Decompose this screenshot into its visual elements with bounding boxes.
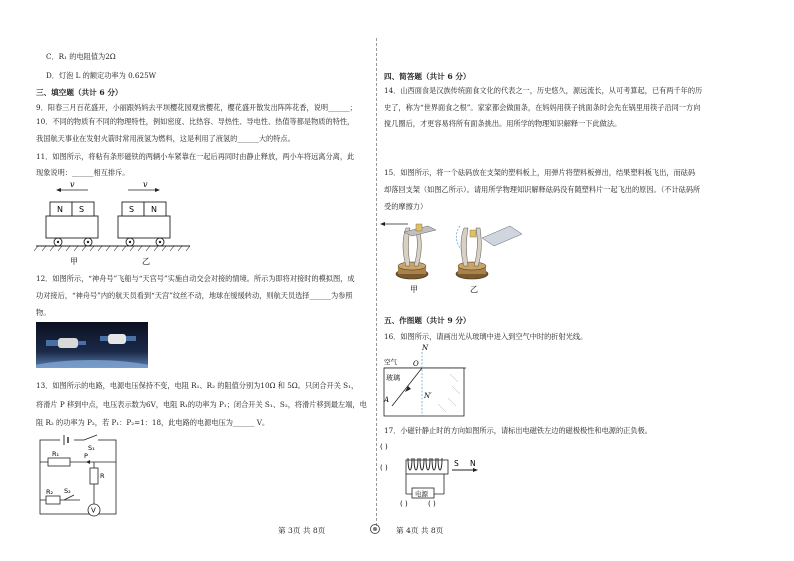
magnet-label-n2: N [151, 205, 157, 214]
q16-text: 16．如图所示，请画出光从玻璃中进入到空气中时的折射光线。 [384, 332, 588, 341]
q11-line1: 11．如图所示，将粘有条形磁铁的两辆小车紧靠在一起后再同时由静止释放，两小车将远离分离，此 [36, 152, 355, 161]
q13-line1: 13．如图所示的电路，电源电压保持不变，电阻 R₁、R₂ 的阻值分别为10Ω 和 5Ω。只闭合开关 S₁， [36, 381, 359, 390]
cart-caption-jia: 甲 [70, 257, 78, 266]
arrow-label-left: v [70, 180, 75, 189]
magnet-carts-figure [30, 180, 200, 266]
needle-s: S [454, 459, 459, 468]
spacecraft-photo [36, 322, 148, 368]
label-r2: R₂ [46, 488, 54, 496]
blank-3: ( ) [400, 500, 408, 508]
cart-caption-yi: 乙 [142, 257, 150, 266]
q10-line2: 我国航天事业在发射火箭时常用液氢为燃料，这是利用了液氢的______大的特点。 [36, 134, 295, 143]
magnet-label-s1: S [79, 205, 85, 214]
footer-right: 第 4页 共 8页 [396, 526, 444, 535]
q12-line1: 12．如图所示，“神舟号”飞船与“天宫号”实施自动交会对接的情境。所示为即将对接时的模拟图，成 [36, 274, 355, 283]
needle-n: N [470, 459, 476, 468]
q15-line1: 15．如图所示，将一个砝码放在支架的塑料板上，用弹片将塑料板弹出，结果塑料板飞出，而砝码 [384, 168, 696, 177]
q15-line2: 却落回支架（如图乙所示）。请用所学物理知识解释砝码没有随塑料片一起飞出的原因。（不计砝码所 [384, 185, 701, 194]
binding-mark [370, 524, 380, 534]
q12-line2: 功对接后，“神舟号”内的航天员看到“天宫”纹丝不动，地球在缓缓转动，则航天员选择______为参照 [36, 291, 353, 300]
option-c: C．R₁ 的电阻值为2Ω [46, 52, 116, 61]
label-r1: R₁ [52, 450, 60, 458]
optics-diagram [378, 340, 474, 420]
label-v: V [91, 506, 96, 515]
label-s2: S₂ [64, 487, 71, 495]
label-glass: 玻璃 [386, 374, 400, 382]
q14-line2: 史了，称为“世界面食之根”。家家都会做面条，在妈妈用筷子挑面条时会先在锅里用筷子沿同一方向 [384, 103, 701, 112]
label-a: A [384, 396, 390, 404]
q14-line1: 14．山西面食是汉族传统面食文化的代表之一，历史悠久，源远流长，从可考算起，已有两千年的历 [384, 86, 703, 95]
section3-title: 三、填空题（共计 6 分） [36, 88, 123, 97]
magnet-label-s2: S [129, 205, 135, 214]
label-p: P [84, 452, 88, 460]
q10-line1: 10．不同的物质有不同的物理特性，例如密度、比热容、导热性、导电性、热值等都是物质的特性， [36, 117, 355, 126]
section4-title: 四、简答题（共计 6 分） [384, 72, 471, 81]
label-power: 电源 [415, 490, 428, 498]
stand-figure [376, 212, 526, 296]
label-s1: S₁ [88, 444, 95, 452]
q13-line2: 将滑片 P 移到中点，电压表示数为6V，电阻 R₁的功率为 P₁；闭合开关 S₁、S₂，将滑片移到最左端，电 [36, 400, 367, 409]
q12-line3: 物。 [36, 308, 51, 317]
blank-1: ( ) [380, 443, 388, 451]
option-d: D．灯泡 L 的额定功率为 0.625W [46, 71, 157, 80]
q14-line3: 搅几圈后，才更容易将所有面条挑出。用所学的物理知识解释一下此做法。 [384, 119, 622, 128]
blank-2: ( ) [380, 464, 388, 472]
blank-4: ( ) [428, 500, 436, 508]
stand-caption-jia: 甲 [410, 285, 418, 294]
section5-title: 五、作图题（共计 9 分） [384, 316, 471, 325]
q13-line3: 阻 R₂ 的功率为 P₂，若 P₁：P₂=1：18，此电路的电源电压为______ V。 [36, 418, 270, 427]
q9-line1: 9．阳春三月百花盛开，小丽跟妈妈去平坝樱花园观赏樱花，樱花盛开散发出阵阵花香，说明______； [36, 103, 357, 112]
q15-line3: 受的摩擦力） [384, 202, 428, 211]
q11-line2: 现象说明：______相互排斥。 [36, 168, 130, 177]
arrow-label-right: v [143, 180, 148, 189]
label-air: 空气 [384, 358, 397, 366]
left-column [0, 0, 378, 561]
label-o: O [413, 360, 419, 368]
label-n: N [422, 344, 429, 352]
magnet-label-n1: N [57, 205, 63, 214]
label-r: R [100, 472, 105, 480]
right-column [382, 0, 794, 561]
footer-left: 第 3页 共 8页 [278, 526, 326, 535]
circuit-diagram [34, 432, 124, 522]
label-n-prime: N′ [424, 392, 432, 400]
stand-caption-yi: 乙 [470, 285, 478, 294]
q17-text: 17．小磁针静止时的方向如图所示，请标出电磁铁左边的磁极极性和电源的正负极。 [384, 426, 652, 435]
electromagnet-diagram [378, 440, 498, 510]
